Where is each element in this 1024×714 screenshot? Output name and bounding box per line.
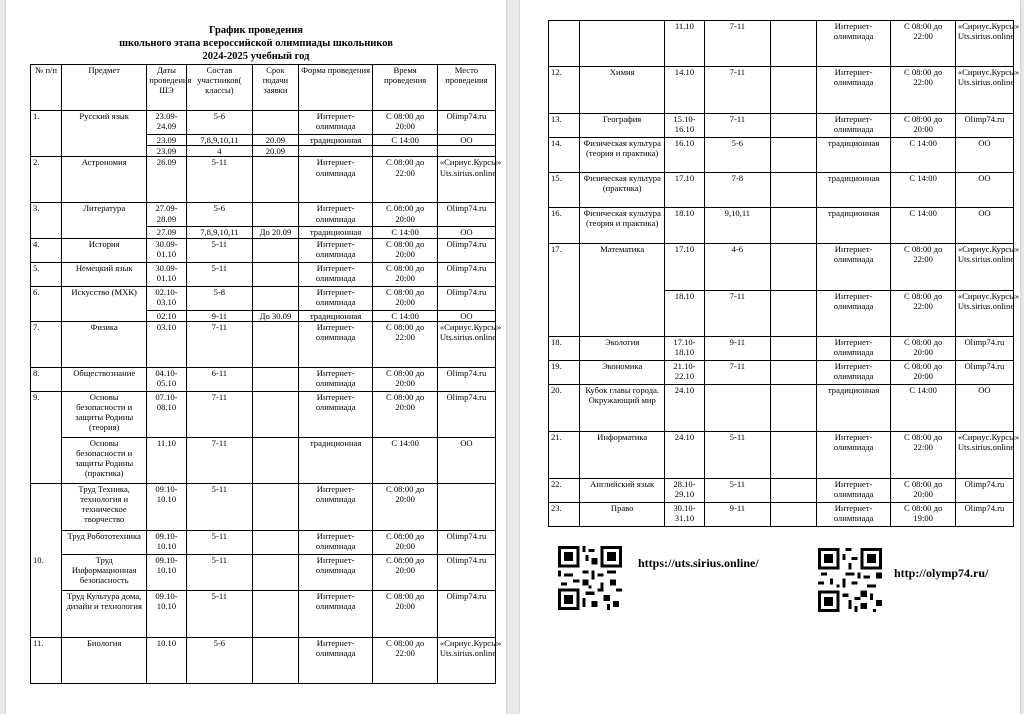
place-cell: «Сириус.Курсы» Uts.sirius.online	[955, 244, 1013, 291]
time-cell: С 08:00 до 20:00	[373, 554, 437, 590]
dates-cell: 17.10	[665, 244, 704, 291]
time-cell: С 14:00	[891, 138, 955, 173]
header-participants: Состав участников( классы)	[186, 65, 252, 111]
time-cell: С 14:00	[373, 135, 437, 146]
form-cell: традиционная	[816, 173, 891, 208]
time-cell: С 08:00 до 20:00	[373, 590, 437, 637]
form-cell: Интернет-олимпиада	[298, 262, 373, 286]
dates-cell: 21.10-22.10	[665, 361, 704, 385]
row-number: 10.	[31, 483, 62, 637]
form-cell: Интернет-олимпиада	[816, 479, 891, 503]
schedule-table-part-1	[30, 64, 502, 684]
table-header-row	[31, 65, 496, 111]
place-cell: Olimp74.ru	[955, 337, 1013, 361]
row-number: 8.	[31, 367, 62, 391]
form-cell: Интернет-олимпиада	[298, 590, 373, 637]
title-line-3: 2024-2025 учебный год	[202, 51, 310, 62]
table-row	[31, 637, 496, 683]
deadline-cell	[771, 385, 817, 432]
dates-cell: 24.10	[665, 432, 704, 479]
form-cell: Интернет-олимпиада	[298, 111, 373, 135]
subject-cell: Математика	[580, 244, 665, 337]
subject-cell: Физическая культура (теория и практика)	[580, 208, 665, 244]
table-row	[31, 530, 496, 554]
subject-cell: Литература	[62, 203, 147, 238]
time-cell: С 08:00 до 20:00	[373, 262, 437, 286]
qr-code-olimp-icon	[818, 548, 882, 612]
subject-cell: Немецкий язык	[62, 262, 147, 286]
row-number: 12.	[549, 67, 580, 114]
table-row	[549, 173, 1014, 208]
deadline-cell	[771, 432, 817, 479]
time-cell: С 08:00 до 22:00	[373, 321, 437, 367]
grades-cell: 7-11	[186, 391, 252, 437]
form-cell: Интернет-олимпиада	[298, 637, 373, 683]
table-row	[31, 321, 496, 367]
subject-cell: Труд Робототехника	[62, 530, 147, 554]
time-cell: С 08:00 до 22:00	[373, 157, 437, 203]
grades-cell: 5-8	[186, 286, 252, 310]
dates-cell: 09.10-10.10	[147, 554, 186, 590]
dates-cell: 15.10-16.10	[665, 114, 704, 138]
form-cell: Интернет-олимпиада	[298, 203, 373, 227]
time-cell: С 08:00 до 20:00	[891, 114, 955, 138]
place-cell: Olimp74.ru	[437, 286, 495, 310]
table-row	[31, 262, 496, 286]
place-cell: ОО	[437, 437, 495, 483]
grades-cell: 5-11	[186, 157, 252, 203]
dates-cell: 18.10	[665, 208, 704, 244]
grades-cell: 7-11	[704, 67, 770, 114]
time-cell: С 08:00 до 20:00	[373, 111, 437, 135]
time-cell: С 08:00 до 22:00	[891, 67, 955, 114]
table-row	[31, 203, 496, 227]
time-cell: С 08:00 до 22:00	[891, 244, 955, 291]
deadline-cell	[253, 530, 299, 554]
deadline-cell	[771, 114, 817, 138]
deadline-cell: До 20.09	[253, 227, 299, 238]
deadline-cell	[771, 67, 817, 114]
subject-cell: Кубок главы города. Окружающий мир	[580, 385, 665, 432]
place-cell: ОО	[955, 385, 1013, 432]
row-number: 14.	[549, 138, 580, 173]
dates-cell: 27.09	[147, 227, 186, 238]
place-cell: «Сириус.Курсы» Uts.sirius.online	[955, 21, 1013, 67]
deadline-cell: 20.09	[253, 135, 299, 146]
deadline-cell	[253, 437, 299, 483]
time-cell: С 08:00 до 22:00	[891, 291, 955, 337]
place-cell: Olimp74.ru	[437, 262, 495, 286]
time-cell: С 08:00 до 22:00	[891, 21, 955, 67]
header-form: Форма проведения	[298, 65, 373, 111]
deadline-cell	[253, 590, 299, 637]
form-cell: традиционная	[298, 310, 373, 321]
grades-cell: 5-11	[704, 432, 770, 479]
row-number: 2.	[31, 157, 62, 203]
table-row	[549, 432, 1014, 479]
subject-cell: Обществознание	[62, 367, 147, 391]
place-cell	[437, 146, 495, 157]
deadline-cell	[771, 479, 817, 503]
subject-cell: Физика	[62, 321, 147, 367]
grades-cell: 4-6	[704, 244, 770, 291]
form-cell: традиционная	[298, 437, 373, 483]
grades-cell: 5-6	[186, 203, 252, 227]
form-cell: Интернет-олимпиада	[816, 21, 891, 67]
table-row	[549, 21, 1014, 67]
place-cell: Olimp74.ru	[437, 367, 495, 391]
header-time: Время проведения	[373, 65, 437, 111]
dates-cell: 10.10	[147, 637, 186, 683]
table-row	[31, 238, 496, 262]
place-cell: Olimp74.ru	[437, 530, 495, 554]
grades-cell: 5-11	[186, 483, 252, 530]
form-cell: традиционная	[816, 385, 891, 432]
place-cell: «Сириус.Курсы» Uts.sirius.online	[955, 291, 1013, 337]
form-cell: Интернет-олимпиада	[298, 321, 373, 367]
grades-cell: 5-11	[186, 554, 252, 590]
time-cell: С 14:00	[891, 385, 955, 432]
place-cell: Olimp74.ru	[955, 361, 1013, 385]
document-title	[6, 24, 506, 63]
place-cell: Olimp74.ru	[437, 203, 495, 227]
place-cell: Olimp74.ru	[437, 391, 495, 437]
table-row	[31, 367, 496, 391]
form-cell: Интернет-олимпиада	[816, 361, 891, 385]
subject-cell: Труд Техника, технология и техническое творчество	[62, 483, 147, 530]
title-line-2: школьного этапа всероссийской олимпиады школьников	[119, 38, 393, 49]
dates-cell: 17.10	[665, 173, 704, 208]
dates-cell: 09.10-10.10	[147, 590, 186, 637]
schedule-table-part-2	[548, 20, 1020, 527]
row-number: 7.	[31, 321, 62, 367]
deadline-cell	[253, 483, 299, 530]
deadline-cell	[771, 173, 817, 208]
time-cell: С 08:00 до 22:00	[373, 637, 437, 683]
place-cell: ОО	[437, 310, 495, 321]
place-cell: ОО	[955, 138, 1013, 173]
form-cell: Интернет-олимпиада	[298, 238, 373, 262]
table-row	[549, 114, 1014, 138]
time-cell: С 08:00 до 20:00	[373, 203, 437, 227]
table-row	[549, 244, 1014, 291]
grades-cell: 5-11	[186, 590, 252, 637]
row-number: 16.	[549, 208, 580, 244]
deadline-cell	[253, 286, 299, 310]
grades-cell: 7-11	[704, 114, 770, 138]
dates-cell: 23.09-24.09	[147, 111, 186, 135]
subject-cell: Физическая культура (практика)	[580, 173, 665, 208]
dates-cell: 23.09	[147, 135, 186, 146]
form-cell: Интернет-олимпиада	[816, 432, 891, 479]
form-cell: Интернет-олимпиада	[298, 391, 373, 437]
form-cell: Интернет-олимпиада	[816, 503, 891, 527]
dates-cell: 03.10	[147, 321, 186, 367]
row-number: 13.	[549, 114, 580, 138]
form-cell: традиционная	[298, 135, 373, 146]
subject-cell: Основы безопасности и защиты Родины (практика)	[62, 437, 147, 483]
subject-cell: Основы безопасности и защиты Родины (теория)	[62, 391, 147, 437]
table-row	[31, 590, 496, 637]
place-cell: ОО	[437, 135, 495, 146]
time-cell: С 08:00 до 20:00	[373, 238, 437, 262]
dates-cell: 28.10-29.10	[665, 479, 704, 503]
time-cell: С 08:00 до 19:00	[891, 503, 955, 527]
subject-cell: Русский язык	[62, 111, 147, 157]
place-cell: Olimp74.ru	[437, 238, 495, 262]
dates-cell: 07.10-08.10	[147, 391, 186, 437]
document-page-1	[6, 0, 506, 714]
subject-cell: Биология	[62, 637, 147, 683]
deadline-cell	[771, 337, 817, 361]
deadline-cell	[771, 21, 817, 67]
place-cell: «Сириус.Курсы» Uts.sirius.online	[437, 637, 495, 683]
time-cell: С 14:00	[373, 437, 437, 483]
row-number: 3.	[31, 203, 62, 238]
table-row	[31, 391, 496, 437]
form-cell: традиционная	[816, 138, 891, 173]
table-row	[31, 483, 496, 530]
row-number: 18.	[549, 337, 580, 361]
grades-cell: 7-11	[186, 321, 252, 367]
dates-cell: 17.10-18.10	[665, 337, 704, 361]
grades-cell: 7-11	[704, 291, 770, 337]
row-number: 19.	[549, 361, 580, 385]
subject-cell: Физическая культура (теория и практика)	[580, 138, 665, 173]
row-number: 6.	[31, 286, 62, 321]
time-cell: С 08:00 до 20:00	[891, 479, 955, 503]
form-cell: Интернет-олимпиада	[298, 530, 373, 554]
grades-cell: 9,10,11	[704, 208, 770, 244]
subject-cell-continued	[580, 21, 665, 67]
row-number: 11.	[31, 637, 62, 683]
dates-cell: 30.09-01.10	[147, 238, 186, 262]
grades-cell: 5-11	[186, 530, 252, 554]
grades-cell: 9-11	[704, 337, 770, 361]
form-cell: Интернет-олимпиада	[816, 244, 891, 291]
place-cell: Olimp74.ru	[955, 503, 1013, 527]
deadline-cell	[771, 138, 817, 173]
dates-cell: 09.10-10.10	[147, 530, 186, 554]
subject-cell: Астрономия	[62, 157, 147, 203]
deadline-cell: 20.09	[253, 146, 299, 157]
qr-code-sirius-icon	[558, 546, 622, 610]
table-row	[549, 385, 1014, 432]
dates-cell: 24.10	[665, 385, 704, 432]
grades-cell: 5-6	[186, 111, 252, 135]
subject-cell: Искусство (МХК)	[62, 286, 147, 321]
dates-cell: 02.10	[147, 310, 186, 321]
dates-cell: 09.10-10.10	[147, 483, 186, 530]
form-cell: традиционная	[816, 208, 891, 244]
form-cell: Интернет-олимпиада	[298, 367, 373, 391]
dates-cell: 23.09	[147, 146, 186, 157]
place-cell: ОО	[437, 227, 495, 238]
time-cell: С 14:00	[373, 310, 437, 321]
time-cell: С 08:00 до 22:00	[891, 432, 955, 479]
table-row	[549, 337, 1014, 361]
deadline-cell	[253, 637, 299, 683]
dates-cell: 11.10	[147, 437, 186, 483]
grades-cell: 5-11	[186, 262, 252, 286]
row-number: 9.	[31, 391, 62, 483]
table-row	[549, 503, 1014, 527]
row-number: 17.	[549, 244, 580, 337]
grades-cell: 5-11	[704, 479, 770, 503]
grades-cell: 7-11	[704, 361, 770, 385]
place-cell: «Сириус.Курсы» Uts.sirius.online	[437, 157, 495, 203]
grades-cell: 7-11	[186, 437, 252, 483]
form-cell: Интернет-олимпиада	[298, 554, 373, 590]
time-cell: С 08:00 до 20:00	[891, 337, 955, 361]
time-cell: С 08:00 до 20:00	[373, 530, 437, 554]
place-cell: ОО	[955, 173, 1013, 208]
row-number: 23.	[549, 503, 580, 527]
deadline-cell	[771, 291, 817, 337]
dates-cell: 02.10-03.10	[147, 286, 186, 310]
table-row	[549, 138, 1014, 173]
dates-cell: 30.09-01.10	[147, 262, 186, 286]
time-cell: С 14:00	[373, 227, 437, 238]
place-cell: «Сириус.Курсы» Uts.sirius.online	[955, 67, 1013, 114]
time-cell: С 14:00	[891, 208, 955, 244]
grades-cell: 6-11	[186, 367, 252, 391]
deadline-cell: До 30.09	[253, 310, 299, 321]
grades-cell: 5-6	[186, 637, 252, 683]
deadline-cell	[253, 203, 299, 227]
deadline-cell	[253, 554, 299, 590]
dates-cell: 26.09	[147, 157, 186, 203]
dates-cell: 30.10-31.10	[665, 503, 704, 527]
subject-cell: Информатика	[580, 432, 665, 479]
subject-cell: Экономика	[580, 361, 665, 385]
place-cell: «Сириус.Курсы» Uts.sirius.online	[437, 321, 495, 367]
time-cell	[373, 146, 437, 157]
row-number: 5.	[31, 262, 62, 286]
grades-cell: 7,8,9,10,11	[186, 135, 252, 146]
table-row	[31, 286, 496, 310]
time-cell: С 08:00 до 20:00	[373, 483, 437, 530]
grades-cell: 5-6	[704, 138, 770, 173]
subject-cell: Экология	[580, 337, 665, 361]
header-dates: Даты проведения ШЭ	[147, 65, 186, 111]
place-cell	[437, 483, 495, 530]
row-number-continued	[549, 21, 580, 67]
deadline-cell	[771, 503, 817, 527]
grades-cell: 9-11	[704, 503, 770, 527]
table-row	[31, 111, 496, 135]
dates-cell: 16.10	[665, 138, 704, 173]
grades-cell	[704, 385, 770, 432]
place-cell: Olimp74.ru	[955, 114, 1013, 138]
grades-cell: 7-11	[704, 21, 770, 67]
header-subject: Предмет	[62, 65, 147, 111]
sirius-url-link[interactable]: https://uts.sirius.online/	[638, 556, 759, 570]
row-number: 1.	[31, 111, 62, 157]
table-row	[549, 208, 1014, 244]
title-line-1: График проведения	[209, 25, 303, 36]
row-number: 4.	[31, 238, 62, 262]
subject-cell: Труд Культура дома, дизайн и технология	[62, 590, 147, 637]
form-cell: Интернет-олимпиада	[298, 286, 373, 310]
form-cell: Интернет-олимпиада	[816, 67, 891, 114]
deadline-cell	[253, 321, 299, 367]
document-page-2	[520, 0, 1020, 714]
dates-cell: 04.10-05.10	[147, 367, 186, 391]
time-cell: С 14:00	[891, 173, 955, 208]
grades-cell: 7-8	[704, 173, 770, 208]
subject-cell: Английский язык	[580, 479, 665, 503]
deadline-cell	[771, 361, 817, 385]
subject-cell: Право	[580, 503, 665, 527]
form-cell	[298, 146, 373, 157]
header-place: Место проведения	[437, 65, 495, 111]
place-cell: Olimp74.ru	[437, 554, 495, 590]
place-cell: «Сириус.Курсы» Uts.sirius.online	[955, 432, 1013, 479]
deadline-cell	[253, 111, 299, 135]
table-row	[31, 157, 496, 203]
table-row	[549, 361, 1014, 385]
dates-cell: 11.10	[665, 21, 704, 67]
deadline-cell	[253, 367, 299, 391]
form-cell: Интернет-олимпиада	[816, 291, 891, 337]
table-row	[31, 554, 496, 590]
form-cell: Интернет-олимпиада	[816, 337, 891, 361]
grades-cell: 9-11	[186, 310, 252, 321]
form-cell: Интернет-олимпиада	[298, 157, 373, 203]
subject-cell: Труд Информационная безопасность	[62, 554, 147, 590]
grades-cell: 7,8,9,10,11	[186, 227, 252, 238]
header-number: № п/п	[31, 65, 62, 111]
deadline-cell	[253, 262, 299, 286]
row-number: 15.	[549, 173, 580, 208]
time-cell: С 08:00 до 20:00	[373, 391, 437, 437]
table-row	[31, 437, 496, 483]
header-deadline: Срок подачи заявки	[253, 65, 299, 111]
form-cell: традиционная	[298, 227, 373, 238]
grades-cell: 4	[186, 146, 252, 157]
form-cell: Интернет-олимпиада	[816, 114, 891, 138]
dates-cell: 27.09-28.09	[147, 203, 186, 227]
subject-cell: История	[62, 238, 147, 262]
table-row	[549, 479, 1014, 503]
deadline-cell	[771, 244, 817, 291]
deadline-cell	[253, 391, 299, 437]
time-cell: С 08:00 до 20:00	[373, 367, 437, 391]
table-row	[549, 67, 1014, 114]
dates-cell: 14.10	[665, 67, 704, 114]
subject-cell: Химия	[580, 67, 665, 114]
row-number: 22.	[549, 479, 580, 503]
olimp-url-link[interactable]: http://olymp74.ru/	[894, 566, 989, 580]
deadline-cell	[771, 208, 817, 244]
time-cell: С 08:00 до 20:00	[891, 361, 955, 385]
form-cell: Интернет-олимпиада	[298, 483, 373, 530]
subject-cell: География	[580, 114, 665, 138]
deadline-cell	[253, 238, 299, 262]
row-number: 20.	[549, 385, 580, 432]
place-cell: Olimp74.ru	[437, 111, 495, 135]
grades-cell: 5-11	[186, 238, 252, 262]
dates-cell: 18.10	[665, 291, 704, 337]
deadline-cell	[253, 157, 299, 203]
time-cell: С 08:00 до 20:00	[373, 286, 437, 310]
place-cell: Olimp74.ru	[955, 479, 1013, 503]
row-number: 21.	[549, 432, 580, 479]
place-cell: Olimp74.ru	[437, 590, 495, 637]
place-cell: ОО	[955, 208, 1013, 244]
